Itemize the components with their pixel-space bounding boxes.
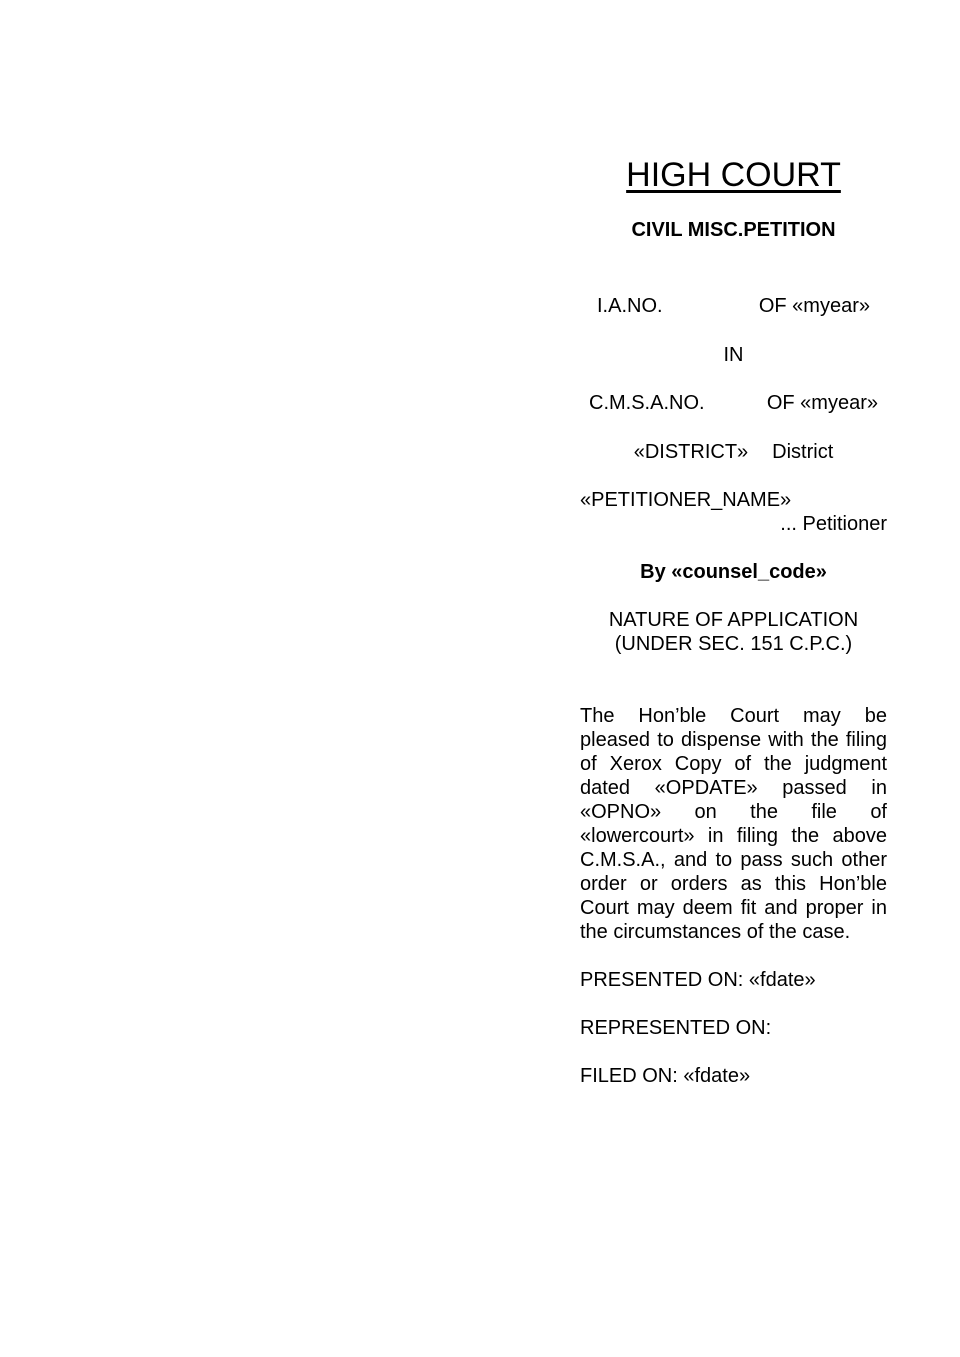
cmsa-number-line	[580, 391, 887, 415]
court-title: HIGH COURT	[626, 156, 841, 194]
petitioner-role: ... Petitioner	[780, 513, 887, 535]
petition-type: CIVIL MISC.PETITION	[631, 219, 836, 241]
cmsa-number-label: C.M.S.A.NO.	[589, 392, 705, 414]
cmsa-year: OF «myear»	[766, 392, 878, 414]
filed-on: FILED ON: «fdate»	[580, 1065, 751, 1087]
ia-number-label: I.A.NO.	[597, 295, 663, 317]
nature-heading: NATURE OF APPLICATION	[608, 609, 859, 631]
counsel-line: By «counsel_code»	[640, 561, 827, 583]
petition-cover	[580, 150, 887, 1088]
nature-section: (UNDER SEC. 151 C.P.C.)	[614, 633, 853, 655]
district-line	[580, 440, 887, 464]
ia-year: OF «myear»	[758, 295, 870, 317]
district-label: District	[772, 441, 834, 463]
presented-on: PRESENTED ON: «fdate»	[580, 969, 816, 991]
petitioner-block	[580, 488, 887, 536]
in-connector: IN	[723, 344, 744, 366]
represented-on: REPRESENTED ON:	[580, 1017, 772, 1039]
ia-number-line	[580, 294, 887, 318]
petitioner-name: «PETITIONER_NAME»	[580, 489, 792, 511]
nature-of-application	[580, 608, 887, 656]
prayer-paragraph: The Hon’ble Court may be pleased to dispense with the filing of Xerox Copy of the judgment dated «OPDATE» passed in «OPNO» on the file of «lowercourt» in filing the above C.M.S.A., and to pass such other order or orders as this Hon’ble Court may deem fit and proper in the circumstances of the case.	[580, 705, 887, 943]
district-name: «DISTRICT»	[633, 441, 749, 463]
